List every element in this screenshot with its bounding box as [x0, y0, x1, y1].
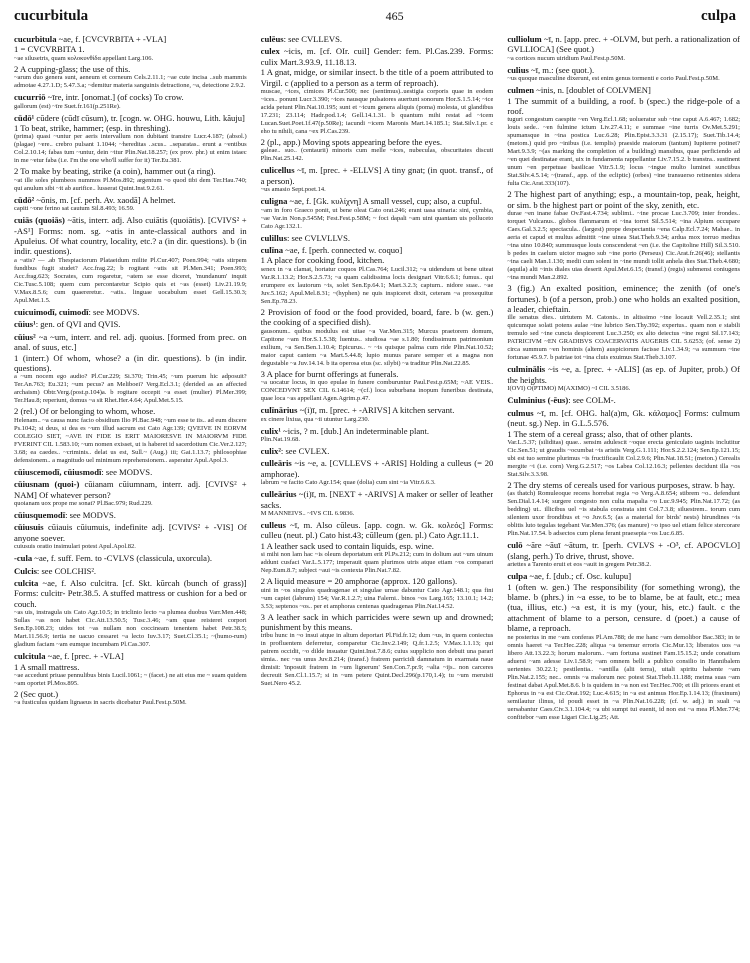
citation-block: ariettes a Tarento eruit et eos ~auit in gregem Petr.38.2.: [507, 561, 652, 569]
text-columns: [14, 34, 740, 957]
entry-grammar: : see MODVS.: [88, 306, 140, 317]
entry-grammar: ~ae, f. [dub.; cf. Osc. kulupu]: [527, 571, 632, 582]
column-right: [507, 34, 740, 957]
entry-lemma-line: [14, 332, 247, 353]
citation-block: muscae, ~ices, cimices Pl.Cur.500; nec (sentimus)..uestigia corporis quae in eodem ~ices.. ponunt Lucr.3.390; ~ices nausque pulsatores auertunt sonorum Hor.S.1.5.14; ~ice acida petunt Plin.Nat.10.195; sunt et ~icum genera aliquis (poma) molesta, ut glandibus 17.231; 23.114; Hadr.pod.1.4; Gell.14.1.31. b quantum mihi restat ad ~icem Lucan.Suet.Poet.1f.47(p.50Re); iacundi ~icem Maronis Mart.14.185.1; Stat.Silv.1.pr. c eho tu nihili, cana ~ex Pl.Cas.239.: [260, 88, 494, 136]
entry-grammar: ~a ~um, interr. and rel. adj. quoius. [formed from prec. on anal. of suus, etc.]: [14, 331, 247, 353]
entry-grammar: ~ī, m.: (see quot.).: [528, 64, 595, 75]
sense-definition: 1 A place for cooking food, kitchen.: [260, 255, 385, 266]
sense-definition: 2 The dry stems of cereals used for various purposes, straw. b hay.: [507, 479, 735, 490]
dictionary-entry: [14, 467, 247, 477]
dictionary-entry: [14, 113, 247, 193]
citation-block: ~ae silusetris, quam κολοκυνθίδα appellant Larg.106.: [14, 54, 154, 62]
sense-definition: 2 (rel.) Of or belonging to whom, whose.: [14, 406, 156, 417]
entry-lemma-line: [261, 489, 494, 510]
sense-definition: 1 The stem of a cereal grass; also, that of other plants.: [507, 428, 693, 439]
citation-block: quoianam uox prope me sonat? Pl.Bac.979; Rud.229.: [14, 499, 153, 507]
dictionary-entry: [261, 34, 494, 44]
dictionary-entry: [507, 395, 740, 405]
entry-lemma-line: [14, 651, 247, 661]
entry-grammar: : see CVLLEVS.: [283, 34, 343, 44]
running-head-first-word: cucurbitula: [14, 8, 89, 24]
dictionary-entry: [14, 553, 247, 563]
entry-lemma-line: [14, 307, 247, 317]
entry-grammar: ~inis, n. [doublet of COLVMEN]: [534, 85, 651, 96]
citation-block: ~arum duo genera sunt, aeneum et corneum Cels.2.11.1; ~ae cute incisa ..sub mammis admotae 4.27.1.D; 5.47.3.a; ~demitur materia sanguinis detractione, ~a, detectione 2.9.2.: [14, 74, 247, 90]
entry-grammar: : gen. of QVI and QVIS.: [35, 319, 121, 330]
citation-block: tuguri congestum caespite ~en Verg.Ecl.1.68; uolueratur sub ~ine caput A.6.467; 1.682; louis sede.. ~en fulmine ictum Liv.27.4.11; e summae ~ine turris Ov.Met.5.291; spumansque in ~ina postica Luc.6.28; Plin.Epist.3.3.31 (2.15.17); Suet.Tib.14.4; (metom.) quid pro ~inibus (i.e. templis) praeside maiorum (tantum) Iupiterre potinet? Mart.9.3.9; ~(as marking the completion of a building) mansibus, quae perficiendo ad ~en quei destinatae erant, uix in fundamenta rappellantur Liv.7.15.2. b transtra.. sustinent unum ~en perpetuae basilicae Vitr.5.1.9; locus ~ingue multo luminei sunctibus Stat.Silv.4.5.14; ~(transf., app. of the ecliptic) (orbes) ~ine transuerso retinentes sidera fulta Cic.Arat.333(107).: [507, 116, 740, 188]
entry-lemma-line: [507, 408, 740, 429]
headword: culīnārius: [260, 405, 298, 416]
entry-lemma-line: [261, 520, 494, 541]
citation-block: ~us quoque masculine dixerunt, est enim genus tormenti e corio Paul.Fest.p.50M.: [507, 75, 720, 83]
citation-block: I(OVI) O(PTIMO) M(AXIMO) ~I CIL 3.5186.: [507, 385, 631, 393]
dictionary-entry: [507, 364, 740, 393]
entry-lemma-line: [261, 196, 494, 206]
entry-grammar: : see CVLEX.: [280, 445, 330, 456]
dictionary-entry: [507, 571, 740, 721]
citation-block: ~a fusticulus quidam lignaeus in sacris dicebatur Paul.Fest.p.50M.: [14, 699, 187, 707]
headword: cūdō²: [14, 194, 35, 205]
dictionary-entry: [261, 489, 494, 518]
citation-block: uini in ~os singulos quadragenae et singulae urnae dabuntur Cato Agr.148.1; qua fini ~um capiet (labrum) 154; Var.R.1.2.7; uina Falerni.. binos ~os Larg.165; 13.10.1; 14.2; 3.53; septenos ~os.. per et amphoras centenas quadragenas Plin.Nat.14.52.: [260, 586, 494, 610]
citation-block: ex cinere lixiua, qua ~ii utuntur Larg.230.: [260, 415, 370, 423]
entry-lemma-line: [507, 85, 740, 95]
citation-block: ~am in foro Graeco ponit, ut bene oleat Cato orat.246; erant uasa uinaria: sini, cymbia, ~ae Var.in Non.p.545M; Fest.Fest.p.58M; ~ foci dapali ~am uini quantam uis polluceto Cato Agr.132.1.: [260, 206, 494, 230]
headword: cūiuscemodī, cūiusmodī: [14, 466, 102, 477]
headword: culēus: [260, 34, 284, 44]
citation-block: Var.L.5.37; (siliditas) quae.. sensim adulescit ~oque erecta geniculato uaginis inclutitur Cic.Sen.51; ut graudis ~ocumbat ~is aristis Verg.G.1.111; Hor.S.2.2.124; Sen.Ep.121.15; ubi est tuo semine plurimus ~is fructificaulit Col.2.9.6; Plin.Nat.18.51; (meton.) Cerealis mergite ~i (i.e. corn) Verg.G.2.517; ~os Labea Col.12.16.3; pellentes decidunt illa ~os Stat.Silv.3.3.98.: [507, 438, 740, 478]
entry-lemma-line: [507, 571, 740, 581]
headword: culix¹: [260, 425, 281, 436]
citation-block: senex in ~a clamat, hortatur coquos Pl.Cas.764; Lucil.312; ~a uidendum ut bene uiteat Var.R.1.13.2; Hor.S.2.5.73; ~a quam calidissima locis designari Vitr.6.6.1; fumus.. qui erumpere ex lautorum ~is, solet Sen.Ep.64.1; Mart.3.2.3; capturn.. nidore suae.. ~ae Juv.5.162; Apul.Mel.8.31; ~(hyphen) ne quis inspiceret dixit, ceteram ~a proxequitur Sen.Ep.78.23.: [260, 265, 494, 305]
sense-definition: 2 The highest part of anything; esp., a mountain-top, peak, height, or sim. b the highest part or point of the sky, zenith, etc.: [507, 189, 740, 210]
entry-grammar: ~ae, f. [CVCVRBITA + -VLA]: [56, 34, 167, 44]
entry-lemma-line: [14, 578, 247, 609]
sense-definition: 1 To beat, strike, hammer; (esp. in threshing).: [14, 123, 171, 134]
headword: Culminius (-ēus): [507, 395, 569, 406]
dictionary-entry: [14, 578, 247, 649]
headword: culō: [507, 540, 523, 551]
entry-grammar: cūianam cūiumnam, interr. adj. [CVIVS² + NAM] Of whatever person?: [14, 479, 247, 500]
entry-grammar: : see MODVS.: [65, 509, 116, 520]
headword: cūiusquemodī: [14, 509, 66, 520]
headword: culleārius: [260, 489, 297, 500]
entry-lemma-line: [261, 233, 494, 243]
dictionary-entry: [261, 233, 494, 243]
sense-definition: 1 A small mattress.: [14, 661, 80, 672]
headword: cucurbitula: [14, 34, 57, 44]
entry-lemma-line: [14, 319, 247, 329]
citation-block: ~at ille soles plumbeos nummos Pl.Mos.892; argentum ~o quod tibi dem Ter.Hau.740; qui anulum sibi ~it ab aurifice.. lusserat Quint.Inst.9.2.61.: [14, 176, 247, 192]
entry-lemma-line: [507, 65, 740, 75]
entry-grammar: ~ī, n. [app. prec. + -OLVM, but perh. a rationalization of GVLLIOCA] (See quot.): [507, 34, 740, 55]
entry-lemma-line: [261, 34, 494, 44]
dictionary-entry: [14, 479, 247, 508]
sense-definition: 1 (often w. gen.) The responsibility (for something wrong), the blame. b (phrs.) in ~a esse, to be to blame, be at fault, etc.; mea (tua, illius, etc.) ~a est, it is my (your, his, etc.) fault. c the attachment of blame to a person, censure. d (poet.) a cause of blame, a reproach.: [507, 581, 740, 634]
headword: cucurriō: [14, 92, 46, 103]
entry-lemma-line: [261, 405, 494, 415]
dictionary-entry: [507, 540, 740, 569]
dictionary-entry: [14, 510, 247, 520]
headword: cūiusuis: [14, 522, 44, 533]
dictionary-entry: [14, 307, 247, 317]
entry-lemma-line: [261, 165, 494, 186]
headword: culix²: [260, 445, 281, 456]
sense-definition: 1 The summit of a building, a roof. b (spec.) the ridge-pole of a roof.: [507, 95, 740, 117]
entry-lemma-line: [14, 92, 247, 102]
dictionary-entry: [507, 408, 740, 539]
sense-definition: 2 Provision of food or the food provided, board, fare. b (w. gen.) the cooking of a specified dish).: [260, 306, 494, 328]
dictionary-entry: [14, 522, 247, 551]
headword: culex: [260, 46, 280, 57]
citation-block: capiti ~one ferino sat cautum Sil.8.493; 16.59.: [14, 205, 135, 213]
dictionary-entry: [14, 92, 247, 110]
sense-definition: 2 A cupping-glass; the use of this.: [14, 63, 131, 74]
citation-block: a ~atis? — .ab Thespiaciorum Plataeidum milite Pl.Cur.407; Poen.994; ~atis stirpem fundibus fugit studet? Acc.frag.22; b rogitant ~atis sit Pl.Men.341; Poen.993; Acc.frag.623; Socrates, cum rogaretur, ~atem se esse diceret, 'mundanum' inquit Cic.Tusc.5.108; quem cum percontaretur Scipio quis et ~as (esset) Liv.21.19.9; V.Max.8.5.6; cum quaereretur.. ~atis.. linguae uocabulum esset Gell.15.30.3; Apul.Met.1.5.: [14, 256, 247, 304]
entry-grammar: : see MODVS.: [101, 466, 153, 477]
entry-lemma-line: [14, 479, 247, 500]
headword: culleāris: [260, 458, 292, 469]
headword: cūius¹: [14, 319, 36, 330]
entry-grammar: ~ae, f. [prec. + -VLA]: [45, 651, 124, 662]
dictionary-entry: [261, 405, 494, 423]
entry-lemma-line: [14, 553, 247, 563]
entry-grammar: : see COLCHIS².: [36, 565, 97, 576]
entry-grammar: ~icis, m. [cf. OIr. cuil] Gender: fem. Pl.Cas.239. Forms: culix Mart.3.93.9, 11.18.13.: [260, 46, 494, 67]
citation-block: ~a uocatur locus, in quo epulae in funere comburuntur Paul.Fest.p.65M; ~AE VEIS.. CONCEDVNT SEX CIL 6.14614; ~(cf.) loca suburbana inopum funeribus destinata, quae loca ~as appellant Agen.Agrim.p.47.: [260, 379, 494, 403]
sense-definition: 1 (interr.) Of whom, whose? a (in dir. questions). b (in indir. questions).: [14, 352, 247, 373]
column-left: [14, 34, 247, 957]
entry-grammar: ~ae, f. [Gk. κυλίχνη] A small vessel, cup; also, a cupful.: [287, 196, 482, 207]
headword: culcitula: [14, 651, 46, 662]
sense-definition: 3 (fig.) An exalted position, eminence; the zenith (of one's fortunes). b (of a person, prob.) one who holds an exalted position, a leader, chieftain.: [507, 283, 740, 315]
entry-grammar: ~īre, intr. [onomat.] (of cocks) To crow.: [45, 92, 184, 103]
entry-lemma-line: [14, 195, 247, 205]
column-middle: [261, 34, 494, 957]
citation-block: ~a cortices nucum uiridium Paul.Fest.p.50M.: [507, 54, 625, 62]
entry-grammar: ~ae, f. Also culcitra. [cf. Skt. kūrcah (bunch of grass)] Forms: culcitr- Petr.38.5. A stuffed mattress or cushion for a bed or couch.: [14, 577, 247, 609]
citation-block: Helenam.. ~a causa nunc facio obsidium Ilio Pl.Bac.948; ~um esse te iis.. ad eum discere Ps.1042; si deus, si dea es ~um illud sacrum est Cato Agr.139; QVEIVE IN EORVM COLEGIO SIET, ~AVE IN FIDE IS ERIT MAIORESVE IN MAIORVM FIDE FVERINT CIL 1.583.10; ~um nomen exisset, ut is haberet id sacerdotium Cic.Ver.2.127; 3.68; ea caedes.. ~criminis.. delat us est, Sull.~ (Aug.) iii; Gai.1.13.7; philosophiae defensionem.. a magnitudo uel minimum reprehensionem.. asperatur Apul.Apol.3.: [14, 416, 247, 464]
entry-grammar: ~ae, f. [perh. connected w. coquo]: [283, 245, 403, 256]
citation-block: M MANNEIVS.. ~IVS CIL 6.9836.: [260, 509, 355, 517]
entry-lemma-line: [14, 510, 247, 520]
citation-block: (prima) quasi ~untur per aeris intervallum non dubitant transire Lucr.4.187; (absol.) (plagae) ~ere.. crebro pulsant 1.1044; ~hereditas ..scus.. ..separatas.. erunt a ~entibus Col.2.10.14; fabas tum ~untur, dein ~itur Plin.Nat.18.257; (ex prov. phr.) ut enim istaec in me ~etur faba (i.e. I'm the one who'll suffer for it) Ter.Eu.381.: [14, 133, 247, 165]
citation-block: gallorum (est) ~īre Suet.fr.161(p.251Re).: [14, 102, 121, 110]
headword: Culcis: [14, 565, 37, 576]
dictionary-entry: [14, 651, 247, 707]
citation-block: Plin.Nat.19.68.: [260, 435, 301, 443]
entry-lemma-line: [14, 215, 247, 257]
entry-grammar: : see CVLVLLVS.: [286, 232, 351, 243]
dictionary-entry: [261, 520, 494, 688]
running-head: [14, 8, 736, 30]
entry-grammar: cūdere (cūdī cūsum), tr. [cogn. w. OHG. houwu, Lith. kãuju]: [34, 112, 245, 123]
entry-grammar: ~ī, m. [prec. + -ELLVS] A tiny gnat; (in quot. transf., of a person).: [260, 165, 494, 186]
headword: culcita: [14, 577, 39, 588]
entry-grammar: ~is ~e, a. [CVLLEVS + -ARIS] Holding a culleus (= 20 amphorae).: [260, 458, 494, 479]
entry-lemma-line: [14, 522, 247, 543]
citation-block: si mihi non lam hac ~is oleum deportatum erit Pl.Ps.212; cum in dolium aut ~um uinum addunt cusfaci Var.L.5.177; imperauit quam plurimos utris atque etiam ~os comparari Nep.Eum.8.7; subject ~aui ~is contexta Plin.Nat.7.82.: [260, 551, 494, 575]
running-head-last-word: culpa: [700, 8, 736, 24]
sense-definition: 2 A liquid measure = 20 amphorae (approx. 120 gallons).: [260, 576, 458, 587]
entry-grammar: ~ae, f. suff. Fem. to -CVLVS (classicula, uxorcula).: [32, 553, 212, 564]
entry-lemma-line: [261, 46, 494, 67]
dictionary-entry: [14, 195, 247, 213]
headword: culliolum: [507, 34, 542, 44]
headword: culigna: [260, 196, 288, 207]
page-number: 465: [385, 9, 404, 23]
entry-lemma-line: [14, 34, 247, 44]
dictionary-entry: [14, 566, 247, 576]
dictionary-entry: [507, 85, 740, 362]
headword: culmus: [507, 407, 534, 418]
headword: cuiās (quoiās): [14, 215, 65, 226]
dictionary-entry: [261, 46, 494, 163]
citation-block: (as thatch) Romuleoque recens horrebat regia ~o Verg.A.8.654; stibrem ~o.. defendunt Sen.Dial.1.4.14; surgere congesto non culta mapalia ~o Luc.9.945; Plin.Nat.17.72; (as bedding) ut.. illicibus uel ~is stabula constrata sint Col.7.3.8; siluestrem.. torum cum silentem uxor frondibus et ~o Juv.6.5; (as a material for birds' nests) hirundines ~is oblitis luto tegulas tegebant Var.Men.376; (as manure) ~o ipso uel etiam felice stercorare Plin.Nat.17.54. b adsectos cum plena ferant praesepia ~os Luc.6.85.: [507, 490, 740, 538]
dictionary-entry: [261, 446, 494, 456]
citation-block: ille senatus dies.. uirtutem M. Catonis.. in altissimo ~ine locauit Vell.2.35.1; sint quicumque solati potens aulae ~ine lubrico Sen.Thy.392; expertus.. quam non e stabili tremulo sed ~ine cuncta despicerent Luc.3.250; ex alto deiectus ~ine regni Sil.17.143; PATRICIVM ~EN GRADIBVS COACERVATIS AUGERIS CIL 5.6253; (of. sense 2) circa summum ~en hominis (altem) auspiciorum facisse Liv.1.34.9; ~a summum ~ine fortunae 45.9.7. b patriae tot ~ina cluis exuimus Stat.Theb.3.107.: [507, 314, 740, 362]
citation-block: ne posterius in me ~am conferas Pl.Am.788; de me hanc ~am demolibor Bac.383; in te omnis haeret ~a Ter.Hec.228; aliqua ~a tenemur erroris Cic.Mur.13; liberatos uos ~a libero Att.13.22.3; horum malorum.. ~am fortuna sustinet Fam.15.15.2; unde conatium aduersi ~am adesse Liv.1.58.9; ~am omnem belli a publico consilio in Hannibalem uertentes 30.22.1; pestilentia.. ~antilla (alii terra), uitali spiritu habente ~am Plin.Nat.2.155; nec.. omnis ~a malorum nec potest Stat.Theb.11.188; meima suas ~am festinat dabat Apul.Met.8.6. b is quidem in ~a non est Ter.Hec.700; et illi priores erant et Ephorus in ~a est Cic.Orat.192; Luc.4.615; in ~a est animus Hor.Ep.1.14.13; (fraxinum) semilautur ilinus, id poudi esset in ~a Plin.Nat.16.228; (cf. w. adj.) in suali ~a uersabantur Caes.Civ.3.1.104.4; ~a ubi sumpt tui euenit, id non est ~a mea Pl.Mer.774; confitebor ~am esse Ligari Cic.Lig.25; Att.: [507, 633, 740, 721]
headword: cūius²: [14, 331, 36, 342]
dictionary-entry: [14, 215, 247, 305]
citation-block: labrum ~e facito Cato Agr.154; quae (dolia) cum sint ~ia Vitr.6.6.3.: [260, 479, 436, 487]
entry-lemma-line: [14, 566, 247, 576]
dictionary-entry: [14, 332, 247, 465]
dictionary-entry: [261, 426, 494, 444]
sense-definition: 2 (pl., app.) Moving spots appearing before the eyes.: [260, 137, 443, 148]
dictionary-entry: [14, 319, 247, 329]
entry-lemma-line: [14, 467, 247, 477]
sense-definition: 3 A place for burnt offerings at funerals.: [260, 368, 399, 379]
dictionary-entry: [507, 34, 740, 63]
headword: culius: [507, 64, 529, 75]
dictionary-entry: [507, 65, 740, 83]
dictionary-entry: [261, 196, 494, 230]
citation-block: a ~um nocem ego audio? Pl.Cur.229; Si.370; Trin.45; ~um puerum hic adposuit? Ter.An.763; Eu.321; ~um pecus? an Meliboei? Verg.Ecl.3.1; (derided as an affected archaism) Obtr.Verg.(post.p.104)a. b rogitare occepit ~a esset (mulier) Pl.Mer.399; Ter.Hau.8; reperiunt, domus ~a sit Rhet.Her.4.64; Apul.Met.5.15.: [14, 373, 247, 405]
entry-grammar: ~āre ~āuī ~ātum, tr. [perh. CVLVS + -O³, cf. APOCVLO] (slang, perh.) To drive, thrust, shove.: [507, 540, 740, 561]
dictionary-entry: [261, 458, 494, 487]
entry-grammar: : see COLM-.: [568, 395, 616, 406]
citation-block: ~us amasio Sept.poet.14.: [260, 186, 326, 194]
entry-lemma-line: [507, 540, 740, 561]
sense-definition: 2 To make by beating, strike (a coin), hammer out (a ring).: [14, 166, 216, 177]
entry-grammar: ~is ~e, a. [prec. + -ALIS] (as ep. of Jupiter, prob.) Of the heights.: [507, 364, 740, 385]
entry-lemma-line: [261, 446, 494, 456]
headword: culillus: [260, 232, 287, 243]
headword: culmen: [507, 85, 535, 96]
headword: culpa: [507, 571, 528, 582]
citation-block: gausonum.. quibus modulus est uitae ~a Var.Men.315; Murcus praetorem domum, Capitone ~am Hor.S.1.5.38; luentus.. studiosa ~ae s.1.80; fondissimum patrimonium exilium, ~a Sen.Ben.1.10.4; Epicurus.. ~ ~is quisque palma cum ride Plin.Nat.10.52; maior caput cantem ~a Mart.5.44.8; lupio munus parare semper et a magna non degustable ~a Juv.14.14. b ita operosa eius (sc. silybi) ~a traditur Plin.Nat.22.85.: [260, 327, 494, 367]
headword: -cula: [14, 553, 33, 564]
entry-lemma-line: [261, 458, 494, 479]
citation-block: tribu hunc in ~o insui atque in altum deportari Pl.Fid.fr.12; dum ~us, in quem coniectus in profluentem deferretur, comparetur Cic.Inv.2.149; Q.fr.1.2.5; V.Max.1.1.13; qui patrem occidit, ~o dilde insuatur Quint.Inst.7.8.6; cuius supplicio non debuit una parari simia.. nec ~us unus Juv.8.214; (transf.) fratrem parricidi damnatum in exarmata naue dimisit: 'inposuit fratrem in ~um lignerum' Sen.Con.7.pr.9; ~alia ~ijs.. non carceres decreuit Sen.Cl.1.15.7; si in ~um petere Quint.Decl.296(p.170,1.4); tu ~um meruisti Suet.Nero 45.2.: [260, 632, 494, 688]
headword: culicellus: [260, 165, 295, 176]
entry-lemma-line: [261, 426, 494, 436]
entry-grammar: ~ī, m. Also cūleus. [app. cogn. w. Gk. κολεός] Forms: culleu (neut. pl.) Cato hist.43; cūlleum (gen. pl.) Cato Agr.11.1.: [260, 519, 494, 541]
entry-lemma-line: [507, 364, 740, 385]
sense-definition: 1 A leather sack used to contain liquids, esp. wine.: [260, 540, 434, 551]
sense-definition: 2 (Sec quot.): [14, 689, 59, 699]
headword: cūiusnam (quoi-): [14, 479, 80, 490]
sense-definition: 3 A leather sack in which parricides were sewn up and drowned; punishment by this means.: [260, 611, 494, 632]
headword: culminālis: [507, 364, 546, 375]
entry-lemma-line: [507, 34, 740, 55]
dictionary-entry: [261, 165, 494, 194]
citation-block: ~as uis, instragula uis Cato Agr.10.5; in triclinio lecto ~a plumea duobus Varr.Men.448; Sullas ~as non habet Cic.Att.13.50.5; Tusc.3.46; ~am quae reisteret corpori Sen.Ep.108.23; uides tot ~as nullam non coccineam tenentem habet Petr.38.5; Mart.11.56.9; tertia ne uacuo cessaret ~a lecto Iuv.3.17; Suet.Cl.35.1; ~(humo-rum) gladium faciam ~am eumque incumbam Pl.Cas.307.: [14, 609, 247, 649]
sense-definition: 1 = CVCVRBITA 1.: [14, 44, 85, 55]
entry-grammar: cūiauis cūiumuis, indefinite adj. [CVIVS² + -VIS] Of anyone soever.: [14, 522, 247, 543]
entry-grammar: ~ātis, interr. adj. Also cuiātis (quoiātis). [CVIVS² + -AS¹] Forms: nom. sg. ~atis in ante-classical authors and in Apuleius. Of what country, locality, etc.? a (in dir. questions). b (in indir. questions).: [14, 215, 247, 257]
dictionary-entry: [14, 34, 247, 90]
citation-block: cuiusuis oratio insimulari potest Apul.Apol.82.: [14, 543, 136, 551]
headword: culleus: [260, 519, 286, 530]
entry-grammar: ~icis, ? m. [dub.] An indeterminable plant.: [280, 425, 429, 436]
headword: cuicuimodī, cuimodī: [14, 306, 89, 317]
entry-grammar: ~(i)ī, m. [NEXT + -ARIVS] A maker or seller of leather sacks.: [260, 489, 494, 510]
entry-lemma-line: [507, 395, 740, 405]
citation-block: durae ~en inane fabae Ov.Fast.4.734; sublimi.. ~ine procae Luc.3.709; inter frondes.. torquet Vulcanus.. globos flammarum et ~ina torret Sil.5.514; ~ina Alpium occupare Caes.Gal.3.2.5; spectacula.. (largest) prope despectantia ~ena Calp.Ecl.7.24; Mahae.. in aeria et capud et multus admittit ~ine uinea Stat.Theb.9.34; ardua mox torruo medius ~ina uino 10.840; summusque louis conscenderat ~en (i.e. the Capitoline Hill) Sil.3.510. b pedes in caelum uictor magno sub ~ine porto (Perseus) Cic.Arat.fr.26(46); stellantis ~ina caeli Man.1.130; medii cum soleni in ~ine mundi tollit anhela dies Stat.Theb.4.680; (aquila) alti ~inis diales uias deserit Apul.Met.6.15; (transf.) (regis) submensi coniugens ~ina mundi Man.2.892.: [507, 210, 740, 282]
entry-grammar: ~ōnis, m. [cf. perh. Av. xaodā] A helmet.: [34, 194, 176, 205]
dictionary-entry: [261, 245, 494, 403]
sense-definition: 1 A gnat, midge, or similar insect. b the title of a poem attributed to Virgil. c (applied to a person as a term of reproach).: [260, 67, 494, 88]
citation-block: ~ae accedunt priuae pennulibus binis Lucil.1061; ~ (facet.) ne ait eius me ~ suam quidem ~am oportet Pl.Mos.895.: [14, 672, 247, 687]
headword: cūdō¹: [14, 112, 35, 123]
citation-block: galeae.. suo.. (centaurii) minoris cum melle ~ices, nubeculas, obscuritates discuti Plin.Nat.25.142.: [260, 147, 494, 163]
entry-grammar: ~(i)ī, m. [prec. + -ARIVS] A kitchen servant.: [297, 405, 455, 416]
headword: culīna: [260, 245, 284, 256]
entry-lemma-line: [261, 245, 494, 255]
entry-lemma-line: [14, 113, 247, 123]
entry-grammar: ~ī, m. [cf. OHG. hal(a)m, Gk. κάλαμος] Forms: culmum (neut. sg.) Nep. in G.L.5.576.: [507, 407, 740, 429]
